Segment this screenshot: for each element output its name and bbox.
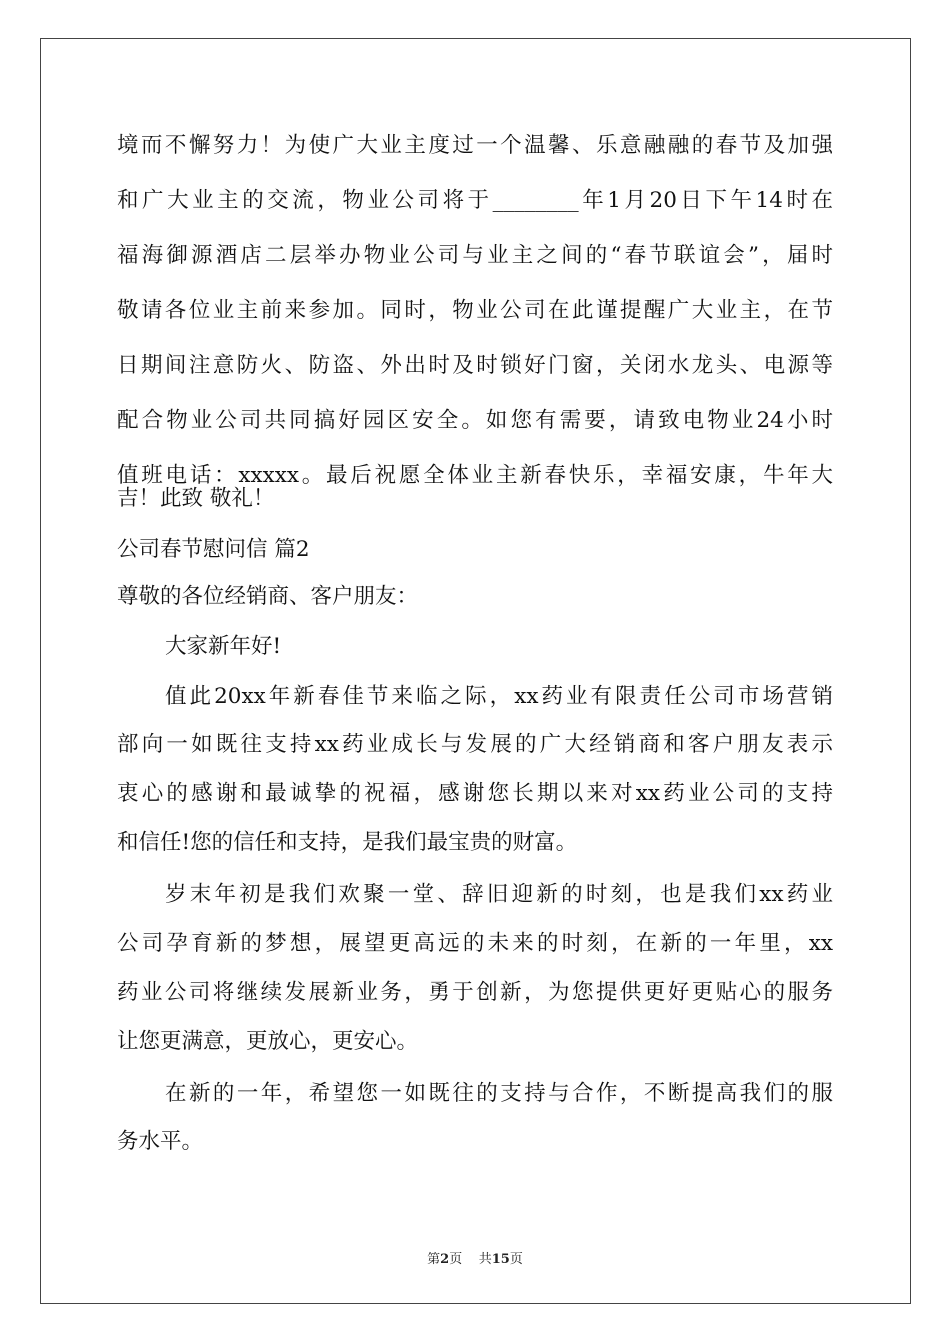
- paragraph-line: 部向一如既往支持xx药业成长与发展的广大经销商和客户朋友表示: [117, 732, 833, 757]
- salutation: 尊敬的各位经销商、客户朋友：: [117, 584, 419, 609]
- paragraph-line: 衷心的感谢和最诚挚的祝福，感谢您长期以来对xx药业公司的支持: [117, 781, 833, 806]
- paragraph-line: 岁末年初是我们欢聚一堂、辞旧迎新的时刻，也是我们xx药业: [165, 882, 833, 907]
- paragraph-line: 和信任!您的信任和支持，是我们最宝贵的财富。: [117, 830, 578, 855]
- page-suffix: 页: [449, 1252, 463, 1267]
- page-number: 2: [440, 1252, 450, 1267]
- total-prefix: 共: [478, 1252, 492, 1267]
- page-footer: [0, 1248, 950, 1267]
- paragraph-line: 值班电话：xxxxx。最后祝愿全体业主新春快乐，幸福安康，牛年大: [117, 463, 833, 488]
- paragraph-line: 境而不懈努力！为使广大业主度过一个温馨、乐意融融的春节及加强: [117, 133, 833, 158]
- paragraph-line: 药业公司将继续发展新业务，勇于创新，为您提供更好更贴心的服务: [117, 980, 833, 1005]
- paragraph-line: 务水平。: [117, 1129, 204, 1154]
- paragraph-line: 在新的一年，希望您一如既往的支持与合作，不断提高我们的服: [165, 1081, 833, 1106]
- page-border: [40, 38, 911, 1304]
- paragraph-line: 和广大业主的交流，物业公司将于________年1月20日下午14时在: [117, 188, 833, 213]
- paragraph-line: 日期间注意防火、防盗、外出时及时锁好门窗，关闭水龙头、电源等: [117, 353, 833, 378]
- paragraph-line: 值此20xx年新春佳节来临之际，xx药业有限责任公司市场营销: [165, 684, 833, 709]
- paragraph-line: 配合物业公司共同搞好园区安全。如您有需要，请致电物业24小时: [117, 408, 833, 433]
- paragraph-line: 敬请各位业主前来参加。同时，物业公司在此谨提醒广大业主，在节: [117, 298, 833, 323]
- page-prefix: 第: [427, 1252, 441, 1267]
- paragraph-line: 让您更满意，更放心，更安心。: [117, 1029, 419, 1054]
- paragraph-line: 公司孕育新的梦想，展望更高远的未来的时刻，在新的一年里，xx: [117, 931, 833, 956]
- section-heading: 公司春节慰问信 篇2: [117, 537, 310, 562]
- total-suffix: 页: [509, 1252, 523, 1267]
- paragraph-line: 福海御源酒店二层举办物业公司与业主之间的“春节联谊会”，届时: [117, 243, 833, 268]
- total-pages: 15: [491, 1252, 510, 1267]
- paragraph-line: 吉！此致 敬礼！: [117, 486, 275, 511]
- greeting: 大家新年好!: [165, 634, 282, 659]
